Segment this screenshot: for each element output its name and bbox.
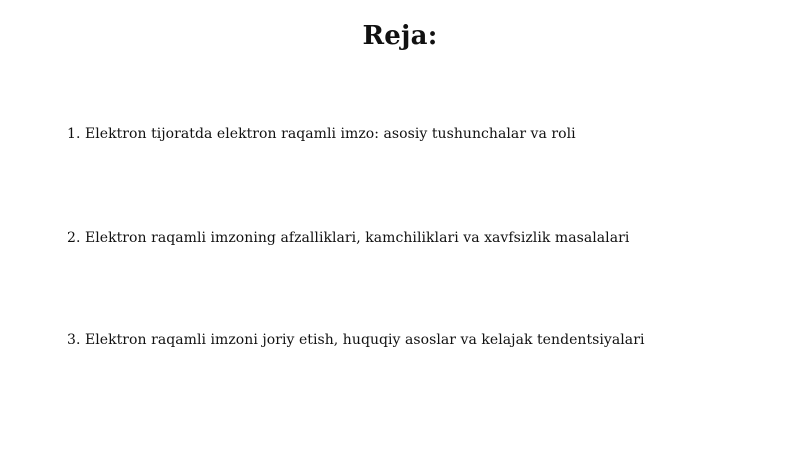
slide-title: Reja:	[362, 21, 438, 51]
plan-item-1: 1. Elektron tijoratda elektron raqamli imzo: asosiy tushunchalar va roli	[67, 126, 576, 142]
plan-item-2: 2. Elektron raqamli imzoning afzalliklari, kamchiliklari va xavfsizlik masalalari	[67, 230, 630, 246]
plan-item-3: 3. Elektron raqamli imzoni joriy etish, huquqiy asoslar va kelajak tendentsiyalari	[67, 332, 645, 348]
plan-list	[67, 0, 787, 449]
